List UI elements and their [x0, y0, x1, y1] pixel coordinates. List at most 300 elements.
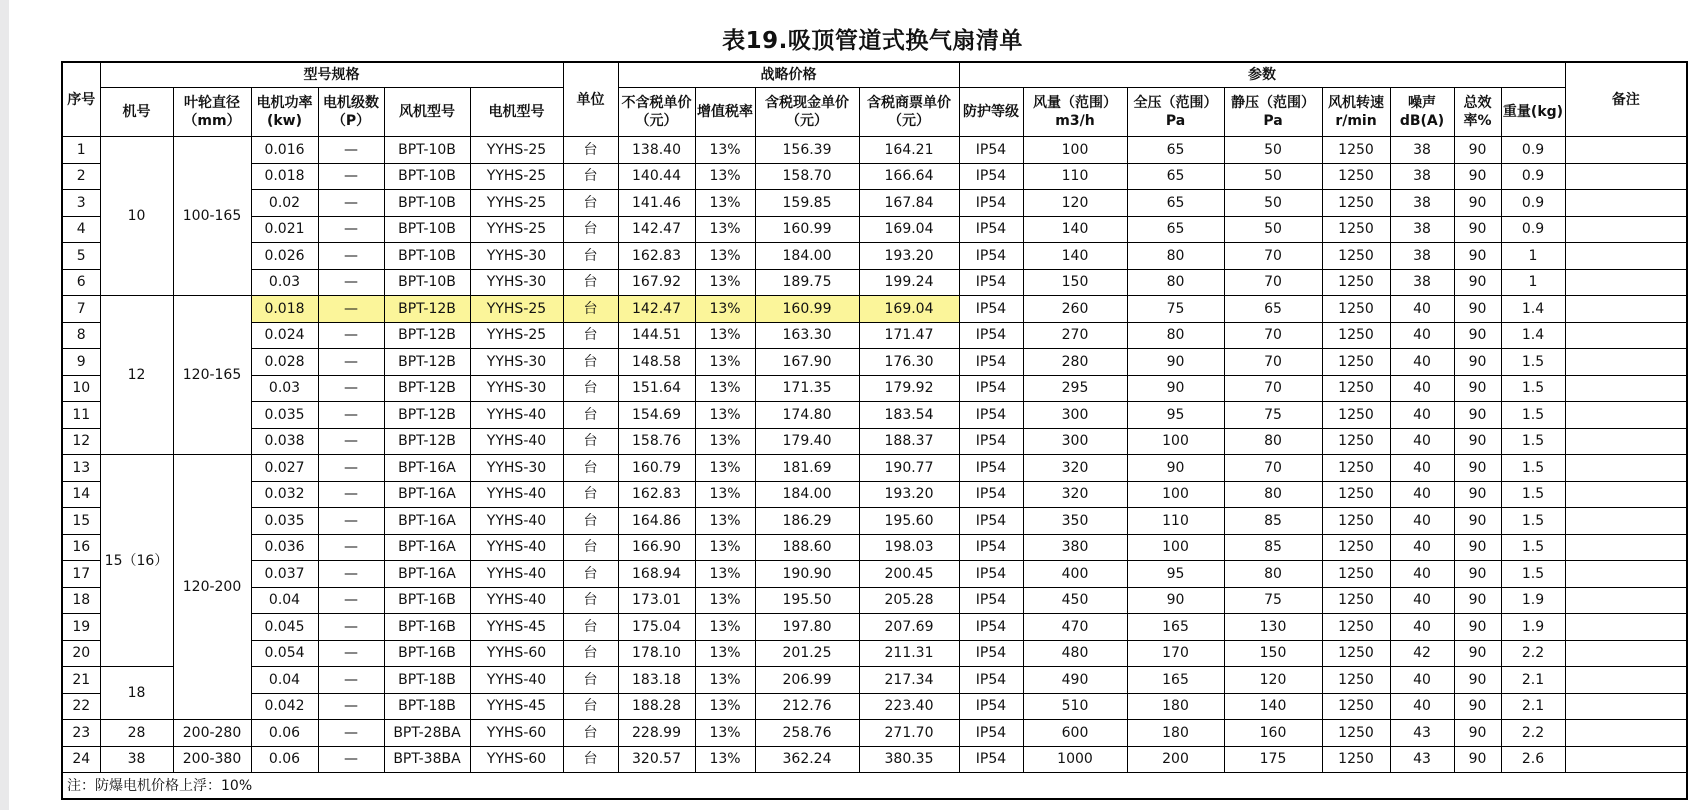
cell-motor: YYHS-30	[470, 243, 563, 270]
cell-motor: YYHS-25	[470, 163, 563, 190]
header-speed: 风机转速r/min	[1322, 88, 1390, 137]
cell-rpm: 1250	[1322, 137, 1390, 164]
cell-p2: 160.99	[755, 216, 859, 243]
cell-p3: 211.31	[859, 640, 959, 667]
cell-air: 400	[1023, 561, 1127, 588]
cell-fan: BPT-16B	[384, 614, 470, 641]
cell-p3: 193.20	[859, 243, 959, 270]
cell-kg: 0.9	[1501, 163, 1565, 190]
cell-ip: IP54	[959, 216, 1023, 243]
cell-tp: 100	[1127, 534, 1224, 561]
cell-motor: YYHS-30	[470, 375, 563, 402]
cell-ip: IP54	[959, 455, 1023, 482]
table-row	[62, 243, 1687, 270]
cell-rpm: 1250	[1322, 534, 1390, 561]
cell-power: 0.042	[251, 693, 318, 720]
cell-power: 0.04	[251, 667, 318, 694]
cell-sp: 175	[1224, 746, 1322, 773]
fan-price-table	[61, 61, 1688, 800]
cell-rpm: 1250	[1322, 720, 1390, 747]
cell-ip: IP54	[959, 693, 1023, 720]
cell-vat: 13%	[695, 667, 755, 694]
cell-db: 38	[1390, 163, 1454, 190]
table-row	[62, 481, 1687, 508]
cell-kg: 1.5	[1501, 455, 1565, 482]
cell-poles: —	[318, 269, 384, 296]
cell-motor: YYHS-40	[470, 402, 563, 429]
table-row	[62, 402, 1687, 429]
cell-db: 40	[1390, 693, 1454, 720]
cell-eff: 90	[1454, 163, 1501, 190]
cell-eff: 90	[1454, 428, 1501, 455]
cell-p2: 188.60	[755, 534, 859, 561]
cell-vat: 13%	[695, 137, 755, 164]
cell-sp: 75	[1224, 587, 1322, 614]
cell-eff: 90	[1454, 349, 1501, 376]
cell-air: 450	[1023, 587, 1127, 614]
cell-ip: IP54	[959, 561, 1023, 588]
cell-seq: 20	[62, 640, 100, 667]
cell-fan: BPT-16B	[384, 587, 470, 614]
cell-p3: 193.20	[859, 481, 959, 508]
cell-seq: 5	[62, 243, 100, 270]
cell-p2: 258.76	[755, 720, 859, 747]
cell-poles: —	[318, 137, 384, 164]
cell-sp: 70	[1224, 455, 1322, 482]
header-price-cash: 含税现金单价（元）	[755, 88, 859, 137]
cell-fan: BPT-16A	[384, 508, 470, 535]
cell-motor: YYHS-25	[470, 137, 563, 164]
cell-vat: 13%	[695, 561, 755, 588]
table-row	[62, 163, 1687, 190]
table-row	[62, 349, 1687, 376]
cell-tp: 100	[1127, 428, 1224, 455]
cell-motor: YYHS-40	[470, 561, 563, 588]
cell-air: 280	[1023, 349, 1127, 376]
cell-eff: 90	[1454, 746, 1501, 773]
cell-kg: 1.4	[1501, 322, 1565, 349]
cell-db: 40	[1390, 375, 1454, 402]
cell-ip: IP54	[959, 614, 1023, 641]
cell-power: 0.02	[251, 190, 318, 217]
cell-rpm: 1250	[1322, 216, 1390, 243]
cell-remark	[1565, 322, 1687, 349]
cell-poles: —	[318, 614, 384, 641]
cell-p1: 164.86	[618, 508, 695, 535]
cell-tp: 180	[1127, 693, 1224, 720]
cell-db: 40	[1390, 587, 1454, 614]
cell-p2: 186.29	[755, 508, 859, 535]
cell-seq: 14	[62, 481, 100, 508]
cell-model: 18	[100, 667, 173, 720]
page-margin-shade	[0, 0, 9, 810]
cell-vat: 13%	[695, 508, 755, 535]
cell-ip: IP54	[959, 508, 1023, 535]
table-row	[62, 746, 1687, 773]
cell-remark	[1565, 720, 1687, 747]
cell-p2: 190.90	[755, 561, 859, 588]
cell-motor: YYHS-40	[470, 534, 563, 561]
cell-impeller: 100-165	[173, 137, 251, 296]
table-row	[62, 322, 1687, 349]
cell-eff: 90	[1454, 216, 1501, 243]
header-protection: 防护等级	[959, 88, 1023, 137]
cell-rpm: 1250	[1322, 190, 1390, 217]
cell-eff: 90	[1454, 720, 1501, 747]
table-row	[62, 508, 1687, 535]
cell-db: 43	[1390, 720, 1454, 747]
cell-fan: BPT-16A	[384, 561, 470, 588]
cell-tp: 200	[1127, 746, 1224, 773]
header-noise: 噪声dB(A)	[1390, 88, 1454, 137]
cell-kg: 1.5	[1501, 375, 1565, 402]
cell-rpm: 1250	[1322, 455, 1390, 482]
cell-vat: 13%	[695, 349, 755, 376]
cell-p2: 167.90	[755, 349, 859, 376]
cell-eff: 90	[1454, 322, 1501, 349]
cell-unit: 台	[563, 402, 618, 429]
cell-ip: IP54	[959, 190, 1023, 217]
header-unit: 单位	[563, 62, 618, 137]
cell-p3: 183.54	[859, 402, 959, 429]
cell-p3: 207.69	[859, 614, 959, 641]
cell-p3: 179.92	[859, 375, 959, 402]
cell-p2: 163.30	[755, 322, 859, 349]
cell-motor: YYHS-30	[470, 269, 563, 296]
cell-model: 12	[100, 296, 173, 455]
cell-vat: 13%	[695, 455, 755, 482]
cell-sp: 85	[1224, 508, 1322, 535]
cell-unit: 台	[563, 534, 618, 561]
cell-rpm: 1250	[1322, 402, 1390, 429]
cell-air: 300	[1023, 402, 1127, 429]
cell-kg: 2.6	[1501, 746, 1565, 773]
header-price-ex-tax: 不含税单价（元）	[618, 88, 695, 137]
cell-kg: 1.5	[1501, 561, 1565, 588]
cell-p1: 160.79	[618, 455, 695, 482]
cell-ip: IP54	[959, 296, 1023, 323]
cell-sp: 120	[1224, 667, 1322, 694]
header-static-pressure: 静压（范围）Pa	[1224, 88, 1322, 137]
cell-fan: BPT-16A	[384, 481, 470, 508]
cell-kg: 1.5	[1501, 349, 1565, 376]
cell-eff: 90	[1454, 269, 1501, 296]
header-group-params: 参数	[959, 62, 1565, 88]
cell-seq: 13	[62, 455, 100, 482]
cell-power: 0.04	[251, 587, 318, 614]
cell-remark	[1565, 402, 1687, 429]
cell-sp: 160	[1224, 720, 1322, 747]
cell-poles: —	[318, 349, 384, 376]
cell-ip: IP54	[959, 243, 1023, 270]
cell-p2: 206.99	[755, 667, 859, 694]
cell-sp: 85	[1224, 534, 1322, 561]
cell-fan: BPT-18B	[384, 667, 470, 694]
cell-kg: 1.5	[1501, 428, 1565, 455]
cell-eff: 90	[1454, 587, 1501, 614]
cell-rpm: 1250	[1322, 667, 1390, 694]
cell-p1: 167.92	[618, 269, 695, 296]
cell-unit: 台	[563, 137, 618, 164]
cell-ip: IP54	[959, 640, 1023, 667]
cell-db: 40	[1390, 508, 1454, 535]
cell-motor: YYHS-45	[470, 614, 563, 641]
cell-tp: 65	[1127, 163, 1224, 190]
cell-unit: 台	[563, 587, 618, 614]
cell-impeller: 200-380	[173, 746, 251, 773]
cell-vat: 13%	[695, 640, 755, 667]
cell-ip: IP54	[959, 720, 1023, 747]
cell-fan: BPT-10B	[384, 163, 470, 190]
header-group-spec: 型号规格	[100, 62, 563, 88]
cell-p3: 205.28	[859, 587, 959, 614]
cell-air: 320	[1023, 455, 1127, 482]
cell-db: 38	[1390, 137, 1454, 164]
cell-seq: 9	[62, 349, 100, 376]
cell-fan: BPT-16A	[384, 534, 470, 561]
cell-motor: YYHS-25	[470, 216, 563, 243]
cell-p1: 178.10	[618, 640, 695, 667]
cell-model: 15（16）	[100, 455, 173, 667]
cell-remark	[1565, 375, 1687, 402]
cell-poles: —	[318, 693, 384, 720]
cell-p2: 181.69	[755, 455, 859, 482]
cell-remark	[1565, 481, 1687, 508]
table-row	[62, 720, 1687, 747]
header-impeller: 叶轮直径（mm）	[173, 88, 251, 137]
cell-poles: —	[318, 190, 384, 217]
cell-power: 0.035	[251, 402, 318, 429]
cell-seq: 8	[62, 322, 100, 349]
table-row	[62, 428, 1687, 455]
cell-kg: 2.1	[1501, 667, 1565, 694]
cell-db: 38	[1390, 269, 1454, 296]
header-fan-model: 风机型号	[384, 88, 470, 137]
cell-poles: —	[318, 587, 384, 614]
cell-rpm: 1250	[1322, 640, 1390, 667]
cell-rpm: 1250	[1322, 243, 1390, 270]
cell-p1: 144.51	[618, 322, 695, 349]
cell-tp: 100	[1127, 481, 1224, 508]
cell-ip: IP54	[959, 428, 1023, 455]
cell-remark	[1565, 667, 1687, 694]
cell-rpm: 1250	[1322, 163, 1390, 190]
table-row	[62, 137, 1687, 164]
cell-vat: 13%	[695, 746, 755, 773]
cell-motor: YYHS-25	[470, 322, 563, 349]
cell-remark	[1565, 561, 1687, 588]
cell-sp: 50	[1224, 137, 1322, 164]
cell-remark	[1565, 746, 1687, 773]
cell-sp: 70	[1224, 322, 1322, 349]
cell-tp: 165	[1127, 667, 1224, 694]
cell-air: 300	[1023, 428, 1127, 455]
cell-p3: 200.45	[859, 561, 959, 588]
cell-air: 270	[1023, 322, 1127, 349]
cell-seq: 3	[62, 190, 100, 217]
cell-p3: 199.24	[859, 269, 959, 296]
cell-motor: YYHS-60	[470, 746, 563, 773]
cell-db: 40	[1390, 614, 1454, 641]
cell-ip: IP54	[959, 746, 1023, 773]
cell-p1: 142.47	[618, 296, 695, 323]
cell-seq: 23	[62, 720, 100, 747]
cell-p1: 151.64	[618, 375, 695, 402]
cell-model: 28	[100, 720, 173, 747]
cell-remark	[1565, 349, 1687, 376]
cell-vat: 13%	[695, 428, 755, 455]
cell-power: 0.026	[251, 243, 318, 270]
cell-db: 40	[1390, 455, 1454, 482]
cell-motor: YYHS-30	[470, 455, 563, 482]
cell-kg: 1.4	[1501, 296, 1565, 323]
cell-sp: 80	[1224, 481, 1322, 508]
cell-remark	[1565, 587, 1687, 614]
cell-unit: 台	[563, 720, 618, 747]
cell-p3: 176.30	[859, 349, 959, 376]
table-row	[62, 561, 1687, 588]
cell-p3: 271.70	[859, 720, 959, 747]
cell-seq: 16	[62, 534, 100, 561]
cell-unit: 台	[563, 455, 618, 482]
cell-tp: 110	[1127, 508, 1224, 535]
cell-p1: 162.83	[618, 243, 695, 270]
cell-unit: 台	[563, 322, 618, 349]
cell-ip: IP54	[959, 667, 1023, 694]
cell-db: 42	[1390, 640, 1454, 667]
cell-sp: 70	[1224, 349, 1322, 376]
cell-tp: 90	[1127, 375, 1224, 402]
cell-poles: —	[318, 720, 384, 747]
cell-p3: 169.04	[859, 216, 959, 243]
cell-motor: YYHS-30	[470, 349, 563, 376]
cell-seq: 24	[62, 746, 100, 773]
cell-tp: 80	[1127, 243, 1224, 270]
cell-kg: 2.2	[1501, 720, 1565, 747]
cell-p3: 217.34	[859, 667, 959, 694]
cell-fan: BPT-10B	[384, 269, 470, 296]
cell-fan: BPT-12B	[384, 428, 470, 455]
cell-motor: YYHS-40	[470, 481, 563, 508]
cell-sp: 75	[1224, 402, 1322, 429]
cell-ip: IP54	[959, 402, 1023, 429]
cell-eff: 90	[1454, 375, 1501, 402]
cell-sp: 70	[1224, 375, 1322, 402]
cell-p2: 195.50	[755, 587, 859, 614]
cell-vat: 13%	[695, 534, 755, 561]
cell-power: 0.06	[251, 720, 318, 747]
cell-power: 0.054	[251, 640, 318, 667]
cell-ip: IP54	[959, 322, 1023, 349]
cell-air: 350	[1023, 508, 1127, 535]
table-row	[62, 190, 1687, 217]
cell-p3: 169.04	[859, 296, 959, 323]
cell-power: 0.021	[251, 216, 318, 243]
cell-fan: BPT-12B	[384, 375, 470, 402]
cell-eff: 90	[1454, 243, 1501, 270]
cell-motor: YYHS-60	[470, 720, 563, 747]
cell-power: 0.032	[251, 481, 318, 508]
cell-eff: 90	[1454, 614, 1501, 641]
cell-ip: IP54	[959, 587, 1023, 614]
cell-db: 38	[1390, 190, 1454, 217]
header-remark: 备注	[1565, 62, 1687, 137]
cell-db: 43	[1390, 746, 1454, 773]
cell-fan: BPT-10B	[384, 190, 470, 217]
cell-tp: 95	[1127, 402, 1224, 429]
cell-kg: 2.1	[1501, 693, 1565, 720]
cell-unit: 台	[563, 508, 618, 535]
cell-kg: 0.9	[1501, 190, 1565, 217]
cell-fan: BPT-12B	[384, 322, 470, 349]
cell-air: 320	[1023, 481, 1127, 508]
cell-unit: 台	[563, 269, 618, 296]
cell-seq: 22	[62, 693, 100, 720]
cell-motor: YYHS-40	[470, 667, 563, 694]
cell-p2: 184.00	[755, 243, 859, 270]
cell-air: 470	[1023, 614, 1127, 641]
cell-vat: 13%	[695, 216, 755, 243]
cell-tp: 170	[1127, 640, 1224, 667]
cell-ip: IP54	[959, 137, 1023, 164]
cell-p1: 320.57	[618, 746, 695, 773]
cell-motor: YYHS-40	[470, 587, 563, 614]
cell-tp: 90	[1127, 455, 1224, 482]
cell-vat: 13%	[695, 481, 755, 508]
cell-ip: IP54	[959, 375, 1023, 402]
cell-vat: 13%	[695, 296, 755, 323]
cell-poles: —	[318, 322, 384, 349]
table-row	[62, 667, 1687, 694]
cell-remark	[1565, 243, 1687, 270]
cell-seq: 10	[62, 375, 100, 402]
cell-vat: 13%	[695, 693, 755, 720]
cell-p3: 195.60	[859, 508, 959, 535]
cell-power: 0.045	[251, 614, 318, 641]
cell-rpm: 1250	[1322, 428, 1390, 455]
cell-p2: 159.85	[755, 190, 859, 217]
cell-p2: 158.70	[755, 163, 859, 190]
cell-vat: 13%	[695, 614, 755, 641]
cell-fan: BPT-10B	[384, 137, 470, 164]
cell-p2: 184.00	[755, 481, 859, 508]
cell-eff: 90	[1454, 640, 1501, 667]
cell-fan: BPT-16A	[384, 455, 470, 482]
cell-vat: 13%	[695, 720, 755, 747]
cell-p3: 380.35	[859, 746, 959, 773]
cell-tp: 65	[1127, 190, 1224, 217]
cell-fan: BPT-10B	[384, 216, 470, 243]
cell-p1: 228.99	[618, 720, 695, 747]
cell-remark	[1565, 163, 1687, 190]
cell-remark	[1565, 640, 1687, 667]
cell-impeller: 120-200	[173, 455, 251, 720]
cell-p3: 190.77	[859, 455, 959, 482]
cell-p1: 173.01	[618, 587, 695, 614]
cell-p1: 158.76	[618, 428, 695, 455]
cell-ip: IP54	[959, 163, 1023, 190]
cell-fan: BPT-10B	[384, 243, 470, 270]
cell-motor: YYHS-40	[470, 508, 563, 535]
cell-air: 380	[1023, 534, 1127, 561]
footnote: 注：防爆电机价格上浮：10%	[62, 773, 1687, 800]
cell-sp: 65	[1224, 296, 1322, 323]
header-seq: 序号	[62, 62, 100, 137]
cell-tp: 65	[1127, 216, 1224, 243]
cell-poles: —	[318, 216, 384, 243]
cell-unit: 台	[563, 349, 618, 376]
header-vat: 增值税率	[695, 88, 755, 137]
